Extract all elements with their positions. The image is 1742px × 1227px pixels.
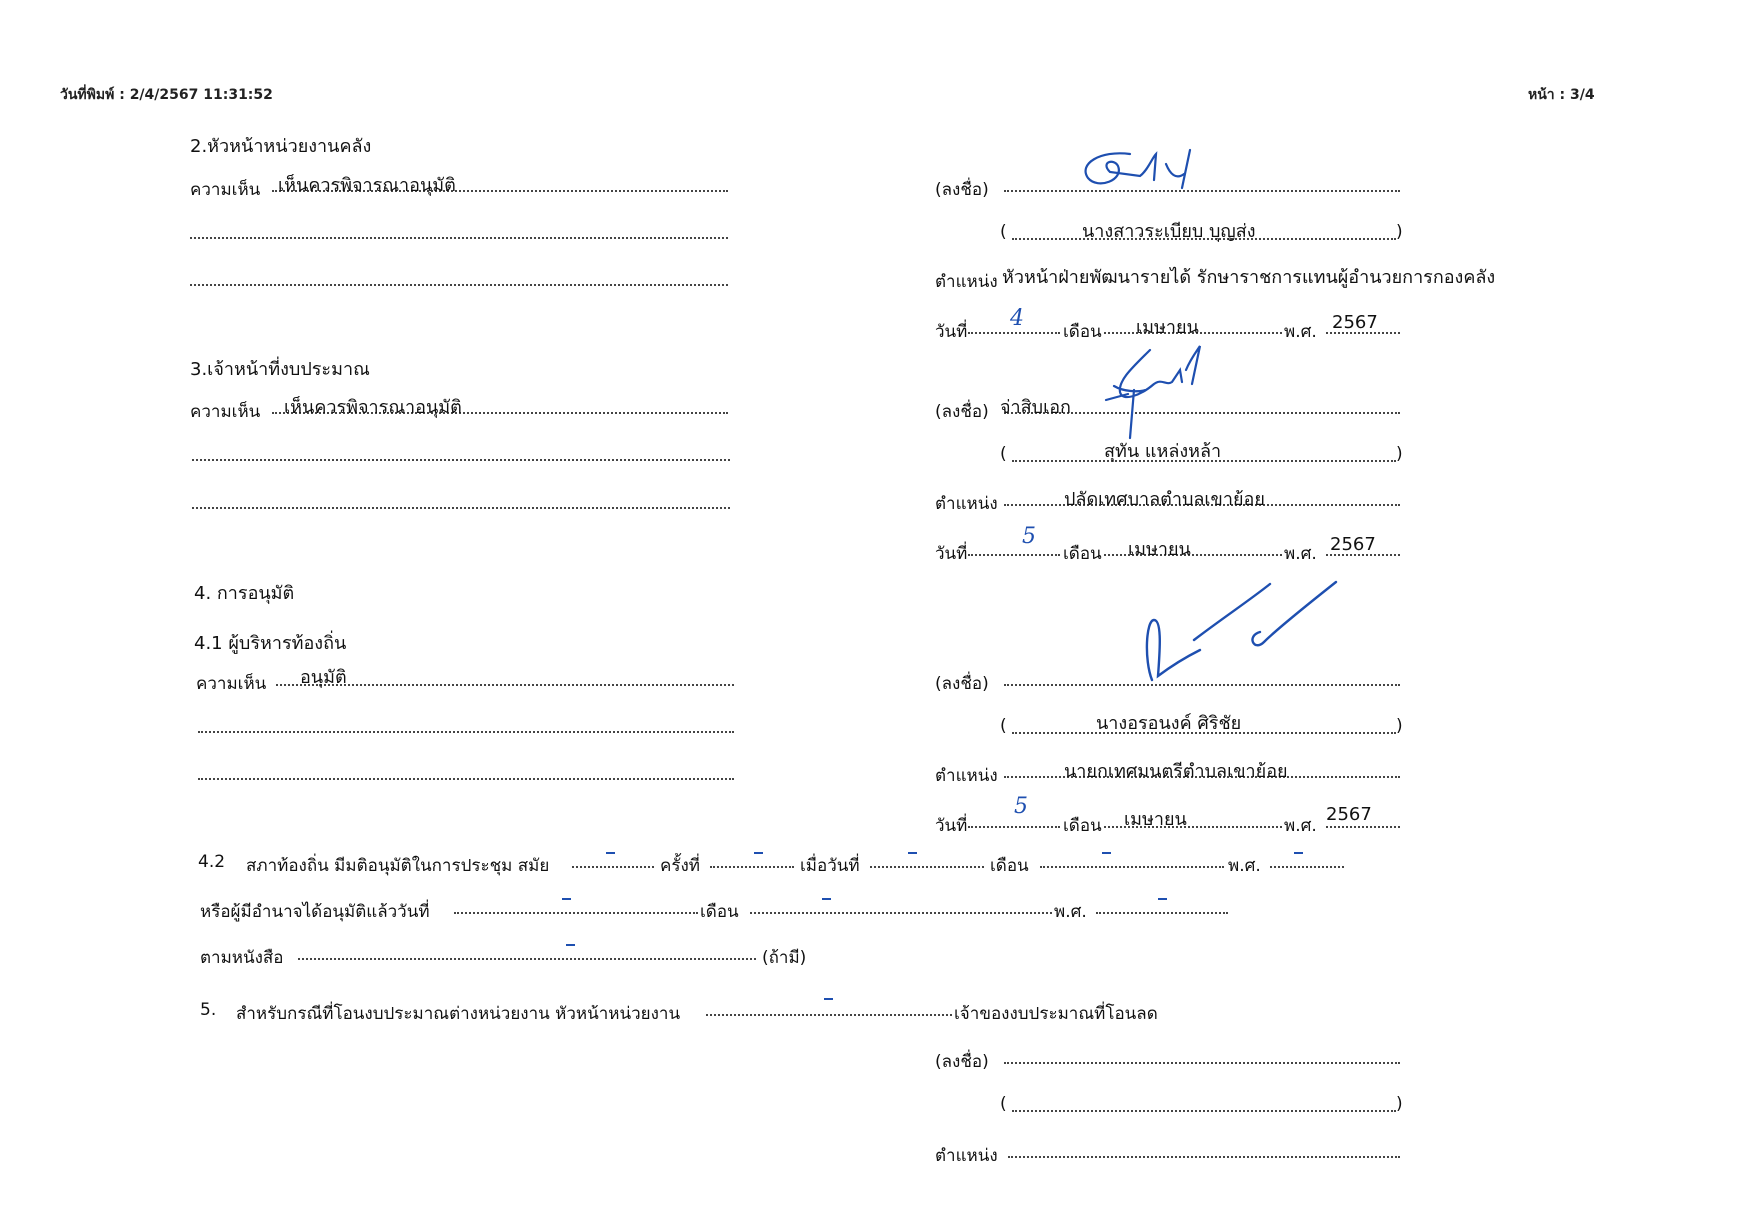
authority-date-line (454, 912, 698, 914)
section-4-position: นายกเทศมนตรีตำบลเขาย้อย (1064, 761, 1288, 782)
council-month-label: เดือน (990, 856, 1029, 876)
year-label: พ.ศ. (1284, 322, 1317, 342)
opinion-label: ความเห็น (190, 402, 261, 422)
times-dash (754, 852, 763, 854)
date-label: วันที่ (935, 816, 968, 836)
position-line (1008, 1156, 1400, 1158)
section-5-suffix: เจ้าของงบประมาณที่โอนลด (954, 1004, 1158, 1024)
name-line (1012, 1110, 1396, 1112)
paren-open: ( (1000, 1094, 1007, 1114)
authority-year-label: พ.ศ. (1054, 902, 1087, 922)
section-5-text: สำหรับกรณีที่โอนงบประมาณต่างหน่วยงาน หัวหน้าหน่วยงาน (236, 1004, 681, 1024)
section-3-month: เมษายน (1128, 539, 1191, 560)
council-year-dash (1294, 852, 1303, 854)
authority-year-line (1096, 912, 1228, 914)
section-5-line (706, 1014, 952, 1016)
section-2-signer-name: นางสาวระเบียบ บุญส่ง (1082, 221, 1256, 242)
opinion-label: ความเห็น (190, 180, 261, 200)
section-4-month: เมษายน (1124, 809, 1187, 830)
on-date-line (870, 866, 984, 868)
section-4-2-number: 4.2 (198, 852, 226, 872)
signature-section-2 (1070, 140, 1250, 200)
times-label: ครั้งที่ (660, 856, 701, 876)
section-3-opinion: เห็นควรพิจารณาอนุมัติ (284, 397, 462, 418)
position-label: ตำแหน่ง (935, 494, 998, 514)
session-dash (606, 852, 615, 854)
letter-line (298, 958, 756, 960)
year-line (1326, 826, 1400, 828)
authority-month-dash (822, 898, 831, 900)
signature-section-4 (1140, 580, 1340, 690)
paren-close: ) (1396, 222, 1403, 242)
signature-section-3 (1100, 340, 1220, 440)
section-4-title: 4. การอนุมัติ (194, 583, 295, 604)
opinion-line (198, 731, 734, 733)
year-label: พ.ศ. (1284, 816, 1317, 836)
authority-year-dash (1158, 898, 1167, 900)
section-3-position: ปลัดเทศบาลตำบลเขาย้อย (1064, 489, 1265, 510)
date-label: วันที่ (935, 322, 968, 342)
authority-date-dash (562, 898, 571, 900)
session-line (572, 866, 654, 868)
position-label: ตำแหน่ง (935, 1146, 998, 1166)
day-line (968, 554, 1060, 556)
authority-month-label: เดือน (700, 902, 739, 922)
section-5-number: 5. (200, 1000, 217, 1020)
section-2-opinion: เห็นควรพิจารณาอนุมัติ (278, 175, 456, 196)
section-2-day: 4 (1010, 306, 1024, 331)
sign-label: (ลงชื่อ) (935, 180, 989, 200)
year-label: พ.ศ. (1284, 544, 1317, 564)
section-3-sign-prefix: จ่าสิบเอก (1000, 397, 1071, 418)
paren-open: ( (1000, 222, 1007, 242)
paren-open: ( (1000, 716, 1007, 736)
section-3-year: 2567 (1330, 534, 1376, 555)
opinion-line (190, 237, 728, 239)
section-2-month: เมษายน (1136, 317, 1199, 338)
section-3-title: 3.เจ้าหน้าที่งบประมาณ (190, 359, 370, 380)
council-year-label: พ.ศ. (1228, 856, 1261, 876)
month-label: เดือน (1063, 816, 1102, 836)
section-3-day: 5 (1022, 524, 1036, 549)
section-3-signer-name: สุทัน แหล่งหล้า (1104, 441, 1222, 462)
date-label: วันที่ (935, 544, 968, 564)
paren-close: ) (1396, 444, 1403, 464)
day-line (968, 826, 1060, 828)
on-date-dash (908, 852, 917, 854)
paren-close: ) (1396, 1094, 1403, 1114)
opinion-label: ความเห็น (196, 674, 267, 694)
position-label: ตำแหน่ง (935, 272, 998, 292)
letter-label: ตามหนังสือ (200, 948, 284, 968)
opinion-line (198, 778, 734, 780)
section-2-year: 2567 (1332, 312, 1378, 333)
on-date-label: เมื่อวันที่ (800, 856, 860, 876)
section-4-signer-name: นางอรอนงค์ ศิริชัย (1096, 713, 1242, 734)
section-4-day: 5 (1014, 794, 1028, 819)
letter-suffix: (ถ้ามี) (762, 948, 807, 968)
section-4-opinion: อนุมัติ (300, 667, 347, 688)
opinion-line (190, 284, 728, 286)
opinion-line (192, 459, 730, 461)
letter-dash (566, 944, 575, 946)
authority-text: หรือผู้มีอำนาจได้อนุมัติแล้ววันที่ (200, 902, 430, 922)
section-4-2-text: สภาท้องถิ่น มีมติอนุมัติในการประชุม สมัย (246, 856, 550, 876)
month-label: เดือน (1063, 322, 1102, 342)
paren-close: ) (1396, 716, 1403, 736)
section-4-1-title: 4.1 ผู้บริหารท้องถิ่น (194, 633, 347, 654)
sign-label: (ลงชื่อ) (935, 674, 989, 694)
page-number: หน้า : 3/4 (1528, 87, 1595, 103)
council-month-line (1040, 866, 1224, 868)
section-2-title: 2.หัวหน้าหน่วยงานคลัง (190, 136, 372, 157)
sign-label: (ลงชื่อ) (935, 402, 989, 422)
section-4-year: 2567 (1326, 804, 1372, 825)
sign-label: (ลงชื่อ) (935, 1052, 989, 1072)
council-month-dash (1102, 852, 1111, 854)
print-date: วันที่พิมพ์ : 2/4/2567 11:31:52 (60, 87, 273, 103)
authority-month-line (750, 912, 1052, 914)
council-year-line (1270, 866, 1344, 868)
position-label: ตำแหน่ง (935, 766, 998, 786)
section-5-dash (824, 998, 833, 1000)
times-line (710, 866, 794, 868)
section-2-position: หัวหน้าฝ่ายพัฒนารายได้ รักษาราชการแทนผู้อำนวยการกองคลัง (1002, 267, 1496, 288)
day-line (968, 332, 1060, 334)
sign-line (1004, 1062, 1400, 1064)
month-label: เดือน (1063, 544, 1102, 564)
opinion-line (192, 507, 730, 509)
paren-open: ( (1000, 444, 1007, 464)
